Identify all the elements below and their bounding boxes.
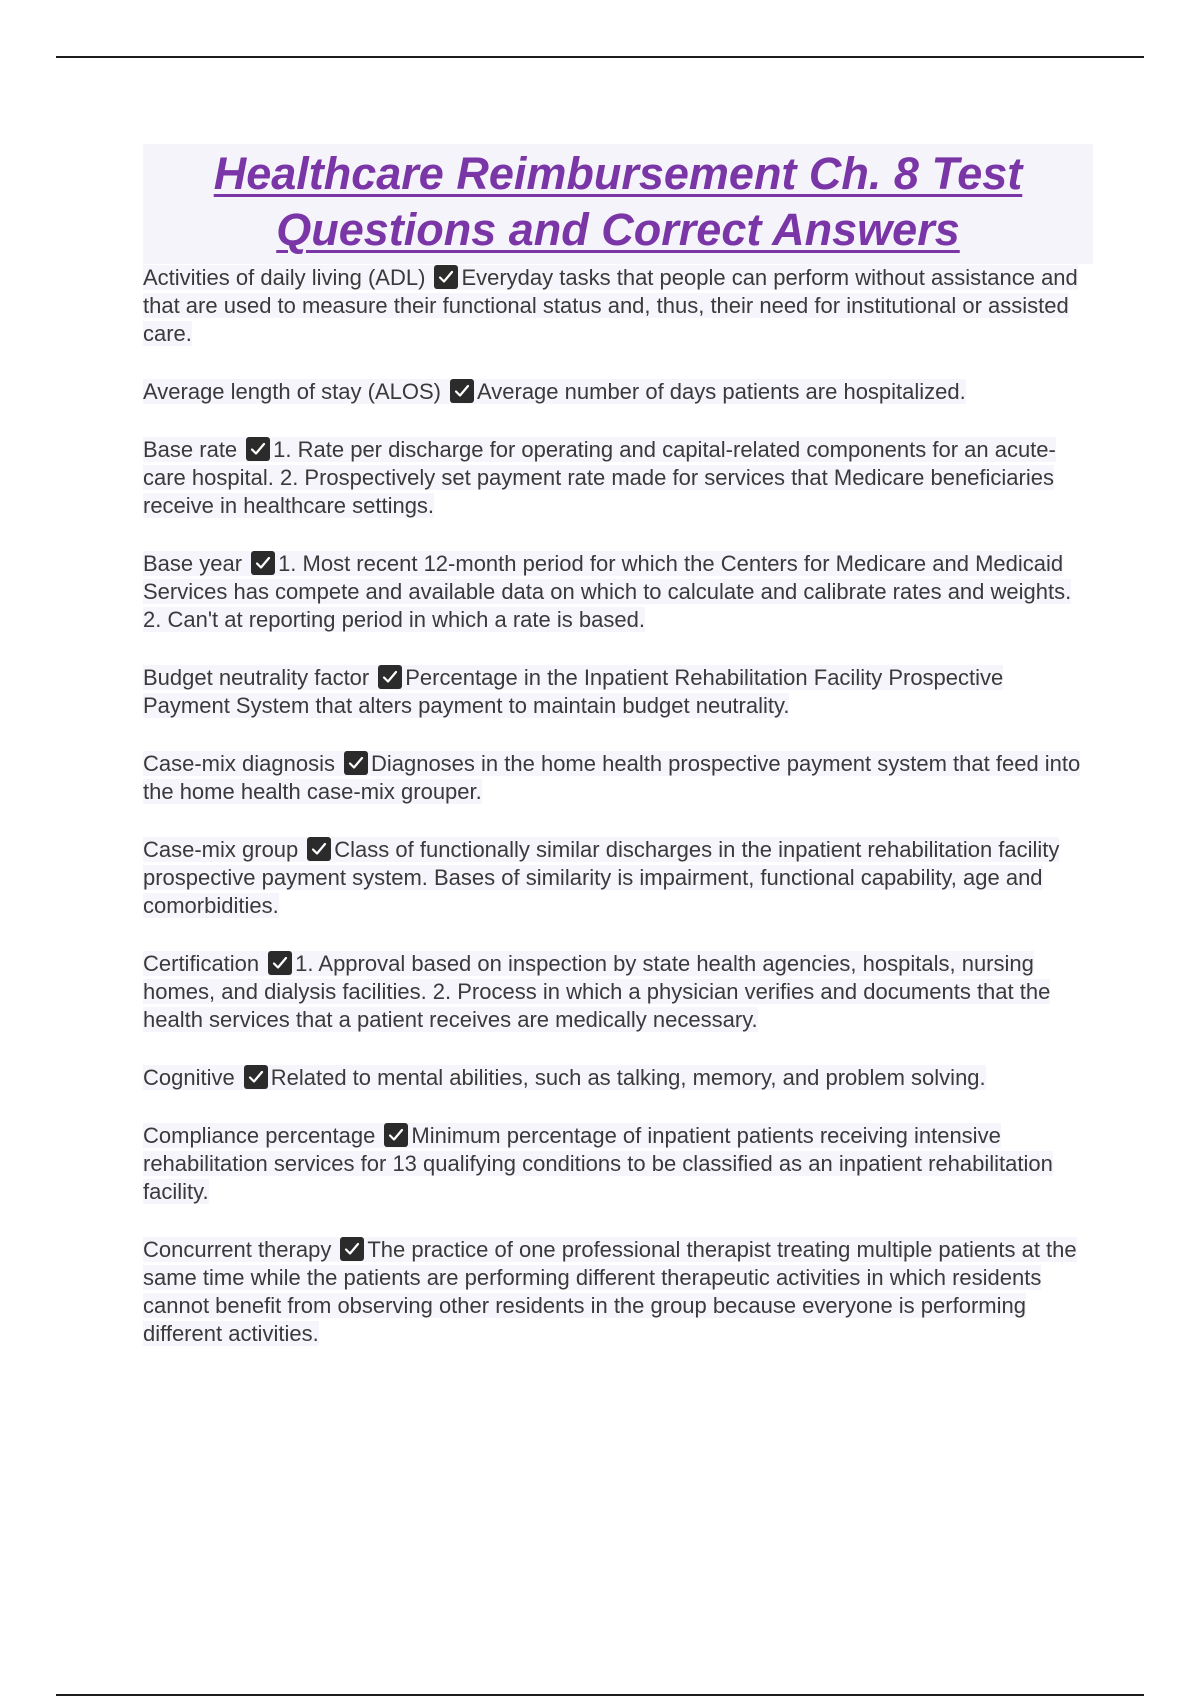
entry-definition: Minimum percentage of inpatient patients receiving intensive rehabilitation services for 13 qualifying conditions to be classified as an inpatient rehabilitation facility. <box>143 1123 1053 1204</box>
list-item <box>143 664 1093 720</box>
entry-term: Base rate <box>143 437 238 462</box>
title-block <box>143 144 1093 264</box>
entry-term: Compliance percentage <box>143 1123 376 1148</box>
check-box-icon <box>340 1237 364 1261</box>
entry-term: Certification <box>143 951 260 976</box>
entry-definition: 1. Rate per discharge for operating and capital-related components for an acute-care hospital. 2. Prospectively set payment rate made for services that Medicare beneficiaries receive in healthcare settings. <box>143 437 1056 518</box>
list-item <box>143 550 1093 634</box>
check-box-icon <box>344 751 368 775</box>
entry-term: Cognitive <box>143 1065 235 1090</box>
document-title: Healthcare Reimbursement Ch. 8 Test Questions and Correct Answers <box>213 148 1023 255</box>
entry-definition: Class of functionally similar discharges in the inpatient rehabilitation facility prospective payment system. Bases of similarity is impairment, functional capability, age and comorbidities. <box>143 837 1060 918</box>
check-box-icon <box>384 1123 408 1147</box>
entry-definition: Percentage in the Inpatient Rehabilitation Facility Prospective Payment System that alters payment to maintain budget neutrality. <box>143 665 1004 718</box>
list-item <box>143 378 1093 406</box>
list-item <box>143 836 1093 920</box>
document-body <box>143 144 1093 1378</box>
check-box-icon <box>307 837 331 861</box>
bottom-rule <box>56 1694 1144 1696</box>
entry-definition: Average number of days patients are hospitalized. <box>476 379 966 404</box>
check-box-icon <box>268 951 292 975</box>
entry-list <box>143 264 1093 1348</box>
entry-term: Case-mix diagnosis <box>143 751 335 776</box>
entry-term: Case-mix group <box>143 837 299 862</box>
entry-term: Base year <box>143 551 243 576</box>
entry-definition: Diagnoses in the home health prospective payment system that feed into the home health case-mix grouper. <box>143 751 1081 804</box>
entry-term: Activities of daily living (ADL) <box>143 265 426 290</box>
check-box-icon <box>450 379 474 403</box>
check-box-icon <box>378 665 402 689</box>
list-item <box>143 750 1093 806</box>
check-box-icon <box>246 437 270 461</box>
entry-definition: 1. Most recent 12-month period for which the Centers for Medicare and Medicaid Services has compete and available data on which to calculate and calibrate rates and weights. 2. Can't at reporting period in which a rate is based. <box>143 551 1072 632</box>
entry-term: Budget neutrality factor <box>143 665 370 690</box>
list-item <box>143 1122 1093 1206</box>
list-item <box>143 1064 1093 1092</box>
list-item <box>143 264 1093 348</box>
list-item <box>143 950 1093 1034</box>
top-rule <box>56 56 1144 58</box>
check-box-icon <box>244 1065 268 1089</box>
entry-definition: Related to mental abilities, such as talking, memory, and problem solving. <box>270 1065 986 1090</box>
entry-definition: Everyday tasks that people can perform without assistance and that are used to measure their functional status and, thus, their need for institutional or assisted care. <box>143 265 1078 346</box>
check-box-icon <box>251 551 275 575</box>
check-box-icon <box>434 265 458 289</box>
entry-term: Concurrent therapy <box>143 1237 332 1262</box>
entry-definition: 1. Approval based on inspection by state health agencies, hospitals, nursing homes, and dialysis facilities. 2. Process in which a physician verifies and documents that the health services that a patient receives are medically necessary. <box>143 951 1051 1032</box>
entry-term: Average length of stay (ALOS) <box>143 379 441 404</box>
entry-definition: The practice of one professional therapist treating multiple patients at the same time while the patients are performing different therapeutic activities in which residents cannot benefit from observing other residents in the group because everyone is performing different activities. <box>143 1237 1077 1346</box>
list-item <box>143 436 1093 520</box>
list-item <box>143 1236 1093 1348</box>
